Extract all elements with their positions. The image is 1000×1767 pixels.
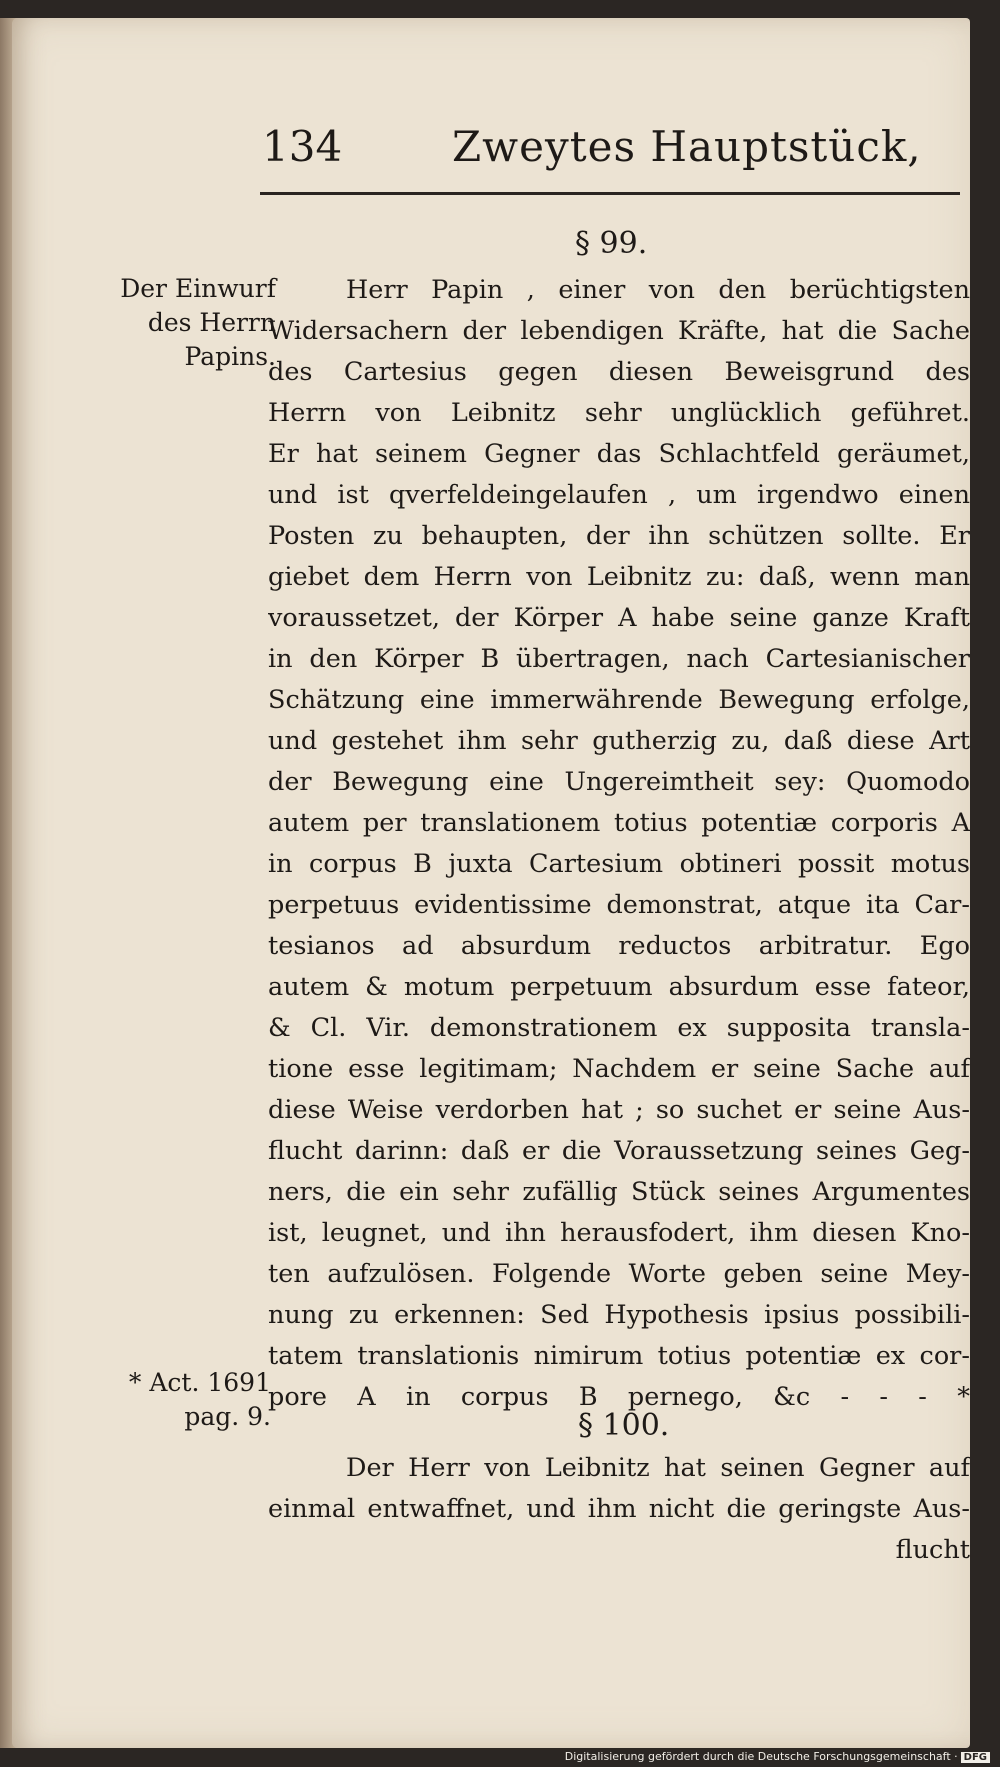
- text-line: der Bewegung eine Ungereimtheit sey: Quomodo: [268, 767, 970, 797]
- text-line: flucht darinn: daß er die Voraussetzung seines Geg-: [268, 1136, 970, 1166]
- text-line: Posten zu behaupten, der ihn schützen sollte. Er: [268, 521, 970, 551]
- text-line: in den Körper B übertragen, nach Cartesianischer: [268, 644, 970, 674]
- margin-note-line: des Herrn: [147, 308, 276, 337]
- margin-note-line: Der Einwurf: [120, 274, 276, 303]
- text-line: tatem translationis nimirum totius potentiæ ex cor-: [268, 1341, 970, 1371]
- text-line: ners, die ein sehr zufällig Stück seines Argumentes: [268, 1177, 970, 1207]
- page-header: [262, 112, 962, 182]
- margin-note-footnote: [96, 1366, 271, 1434]
- text-line: und ist qverfeldeingelaufen , um irgendwo einen: [268, 480, 970, 510]
- header-rule: [260, 192, 960, 195]
- text-line: perpetuus evidentissime demonstrat, atque ita Car-: [268, 890, 970, 920]
- section-100-body: [268, 1448, 970, 1571]
- text-line: voraussetzet, der Körper A habe seine ganze Kraft: [268, 603, 970, 633]
- digitization-credit: [565, 1750, 990, 1763]
- dfg-logo: DFG: [961, 1752, 990, 1763]
- text-line: Er hat seinem Gegner das Schlachtfeld geräumet,: [268, 439, 970, 469]
- text-line: Der Herr von Leibnitz hat seinen Gegner auf: [346, 1453, 970, 1483]
- text-line: und gestehet ihm sehr gutherzig zu, daß diese Art: [268, 726, 970, 756]
- margin-note-line: * Act. 1691: [128, 1368, 271, 1397]
- text-line: Herrn von Leibnitz sehr unglücklich geführet.: [268, 398, 970, 428]
- text-line: in corpus B juxta Cartesium obtineri possit motus: [268, 849, 970, 879]
- margin-note-einwurf: [96, 272, 276, 374]
- text-line: Widersachern der lebendigen Kräfte, hat die Sache: [268, 316, 970, 346]
- text-line: nung zu erkennen: Sed Hypothesis ipsius possibili-: [268, 1300, 970, 1330]
- text-line: ten aufzulösen. Folgende Worte geben seine Mey-: [268, 1259, 970, 1289]
- text-line: des Cartesius gegen diesen Beweisgrund des: [268, 357, 970, 387]
- text-line: autem per translationem totius potentiæ corporis A: [268, 808, 970, 838]
- text-line: tione esse legitimam; Nachdem er seine Sache auf: [268, 1054, 970, 1084]
- text-line: ist, leugnet, und ihn herausfodert, ihm diesen Kno-: [268, 1218, 970, 1248]
- text-line: giebet dem Herrn von Leibnitz zu: daß, wenn man: [268, 562, 970, 592]
- text-line: Schätzung eine immerwährende Bewegung erfolge,: [268, 685, 970, 715]
- credit-text: Digitalisierung gefördert durch die Deutsche Forschungsgemeinschaft ·: [564, 1750, 958, 1763]
- section-number-100: § 100.: [578, 1408, 670, 1443]
- text-line: einmal entwaffnet, und ihm nicht die geringste Aus-: [268, 1494, 970, 1524]
- text-line: tesianos ad absurdum reductos arbitratur. Ego: [268, 931, 970, 961]
- section-99-body: [268, 270, 970, 1418]
- text-line: diese Weise verdorben hat ; so suchet er seine Aus-: [268, 1095, 970, 1125]
- text-line: pore A in corpus B pernego, &c - - - *: [268, 1382, 970, 1412]
- margin-note-line: pag. 9.: [184, 1402, 271, 1431]
- text-line: & Cl. Vir. demonstrationem ex supposita transla-: [268, 1013, 970, 1043]
- margin-note-line: Papins.: [184, 342, 276, 371]
- catchword: flucht: [895, 1535, 970, 1565]
- running-title: Zweytes Hauptstück,: [452, 122, 922, 171]
- text-line: autem & motum perpetuum absurdum esse fateor,: [268, 972, 970, 1002]
- section-number-99: § 99.: [575, 226, 648, 261]
- page-number: 134: [262, 122, 343, 171]
- text-line: Herr Papin , einer von den berüchtigsten: [346, 275, 970, 305]
